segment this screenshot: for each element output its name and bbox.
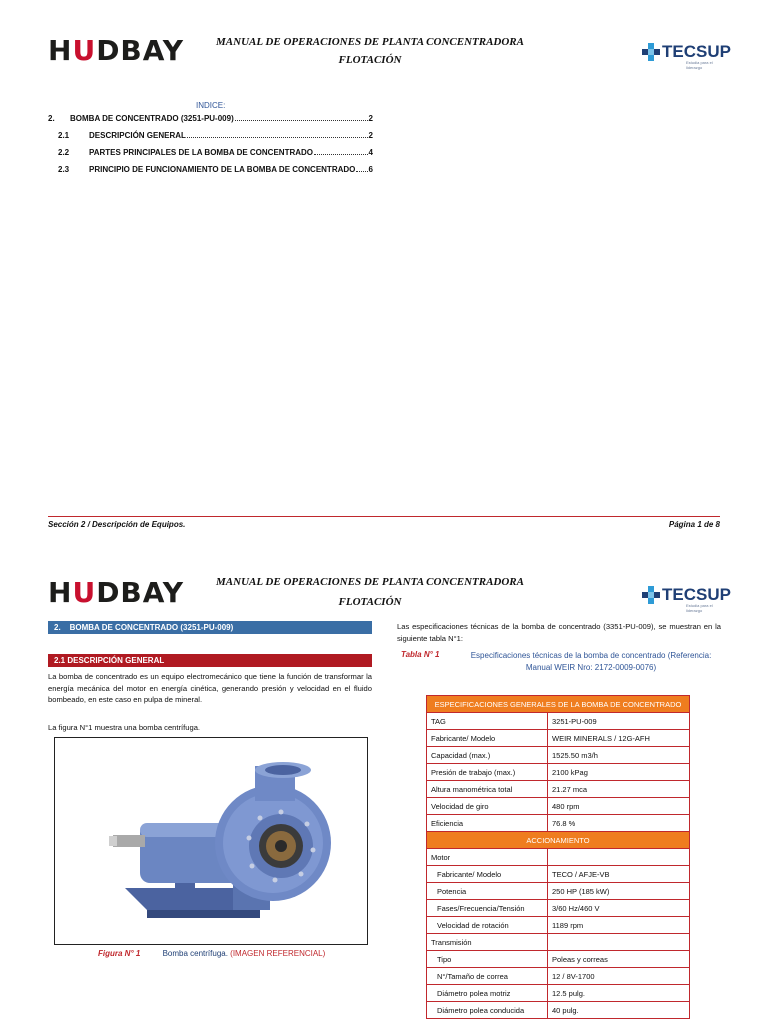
spec-value: WEIR MINERALS / 12G-AFH [548,730,690,747]
spec-key: N°/Tamaño de correa [427,968,548,985]
toc-num: 2. [48,114,55,123]
spec-key: Capacidad (max.) [427,747,548,764]
centrifugal-pump-image [55,738,367,944]
tecsup-tagline: Estudia para el liderazgo [686,60,713,70]
table-row [427,883,690,900]
spec-key: Altura manométrica total [427,781,548,798]
spec-value: 1189 rpm [548,917,690,934]
tecsup-wordmark: TECSUP [662,585,731,604]
spec-value: TECO / AFJE-VB [548,866,690,883]
table-row [427,900,690,917]
spec-key: Diámetro polea motriz [427,985,548,1002]
subsection-heading: 2.1 DESCRIPCIÓN GENERAL [48,654,372,667]
figure-caption-note: (IMAGEN REFERENCIAL) [230,949,326,958]
table-intro-paragraph: Las especificaciones técnicas de la bomba de concentrado (3351-PU-009), se muestran en la siguiente tabla N°1: [397,622,721,643]
spec-key: Tipo [427,951,548,968]
table-row [427,866,690,883]
spec-value: Poleas y correas [548,951,690,968]
index-title: INDICE: [196,101,226,110]
toc-entry-2-3[interactable] [58,165,373,174]
hudbay-logo-u: U [72,576,97,609]
table-row [427,917,690,934]
spec-value: 480 rpm [548,798,690,815]
table-row [427,968,690,985]
description-paragraph: La bomba de concentrado es un equipo electromecánico que tiene la función de transformar la energía mecánica del motor en energía cinética, generando presión y velocidad en el fluido bombeado, en este caso en pulpa de mineral. [48,672,372,704]
toc-entry-2-1[interactable] [58,131,373,140]
table-row [427,764,690,781]
table-row [427,713,690,730]
toc-page: 2 [368,131,373,140]
tecsup-tagline: Estudia para el liderazgo [686,603,713,613]
tecsup-logo [642,42,731,70]
section-heading: 2. BOMBA DE CONCENTRADO (3251-PU-009) [48,621,372,634]
spec-key: Velocidad de rotación [427,917,548,934]
spec-key: TAG [427,713,548,730]
spec-key: Eficiencia [427,815,548,832]
table-row [427,985,690,1002]
spec-key: Fases/Frecuencia/Tensión [427,900,548,917]
header-title-line2: FLOTACIÓN [338,596,402,608]
table-row [427,849,690,866]
header-title-line1: MANUAL DE OPERACIONES DE PLANTA CONCENTRADORA [216,36,524,48]
spec-key: Presión de trabajo (max.) [427,764,548,781]
hudbay-logo: HUDBAY [48,34,185,67]
spec-key: Fabricante/ Modelo [427,866,548,883]
spec-value: 1525.50 m3/h [548,747,690,764]
pump-figure-frame [54,737,368,945]
transmission-group-label: Transmisión [427,934,548,951]
table-row [427,934,690,951]
table-row [427,815,690,832]
table-header: ESPECIFICACIONES GENERALES DE LA BOMBA DE CONCENTRADO [427,696,690,713]
tecsup-cross-icon [642,43,660,61]
table-caption: Especificaciones técnicas de la bomba de concentrado (Referencia: Manual WEIR Nro: 2172-0009-0076) [470,651,712,672]
table-row [427,832,690,849]
spec-value: 3/60 Hz/460 V [548,900,690,917]
table-row [427,730,690,747]
toc-leader [235,120,368,121]
footer-page-number: Página 1 de 8 [668,520,720,529]
spec-value: 2100 kPag [548,764,690,781]
toc-label: PRINCIPIO DE FUNCIONAMIENTO DE LA BOMBA DE CONCENTRADO [89,165,356,174]
page-2 [0,560,768,1024]
spec-value [548,849,690,866]
toc-leader [187,137,368,138]
spec-value [548,934,690,951]
figure-label: Figura N° 1 [98,949,141,958]
header-title-line2: FLOTACIÓN [338,54,402,66]
toc-label: BOMBA DE CONCENTRADO (3251-PU-009) [70,114,234,123]
spec-key: Potencia [427,883,548,900]
table-row [427,781,690,798]
toc-page: 6 [368,165,373,174]
spec-value: 21.27 mca [548,781,690,798]
toc-page: 4 [368,148,373,157]
tecsup-cross-icon [642,586,660,604]
header-title-line1: MANUAL DE OPERACIONES DE PLANTA CONCENTRADORA [216,576,524,588]
hudbay-logo: HUDBAY [48,576,185,609]
figure-caption-text: Bomba centrífuga. [162,949,228,958]
spec-table [426,695,690,1019]
footer-section: Sección 2 / Descripción de Equipos. [48,520,186,529]
drive-header: ACCIONAMIENTO [427,832,690,849]
table-row [427,1002,690,1019]
spec-value: 3251-PU-009 [548,713,690,730]
spec-key: Fabricante/ Modelo [427,730,548,747]
spec-value: 12.5 pulg. [548,985,690,1002]
toc-entry-2[interactable] [48,114,373,123]
table-row [427,747,690,764]
table-row [427,696,690,713]
footer-divider [48,516,720,517]
toc-num: 2.3 [58,165,70,174]
figure-reference-paragraph: La figura N°1 muestra una bomba centrífuga. [48,723,201,732]
hudbay-logo-u: U [72,34,97,67]
toc-entry-2-2[interactable] [58,148,373,157]
toc-leader [314,154,368,155]
toc-leader [356,171,367,172]
toc-page: 2 [368,114,373,123]
tecsup-logo [642,585,731,613]
toc-num: 2.2 [58,148,70,157]
spec-key: Diámetro polea conducida [427,1002,548,1019]
table-row [427,951,690,968]
spec-value: 76.8 % [548,815,690,832]
spec-key: Velocidad de giro [427,798,548,815]
spec-value: 250 HP (185 kW) [548,883,690,900]
tecsup-wordmark: TECSUP [662,42,731,61]
toc-num: 2.1 [58,131,70,140]
table-of-contents [48,114,373,182]
figure-caption [98,949,325,958]
toc-label: DESCRIPCIÓN GENERAL [89,131,186,140]
motor-group-label: Motor [427,849,548,866]
spec-value: 12 / 8V-1700 [548,968,690,985]
toc-label: PARTES PRINCIPALES DE LA BOMBA DE CONCENTRADO [89,148,314,157]
table-label: Tabla N° 1 [401,650,440,659]
spec-value: 40 pulg. [548,1002,690,1019]
table-row [427,798,690,815]
